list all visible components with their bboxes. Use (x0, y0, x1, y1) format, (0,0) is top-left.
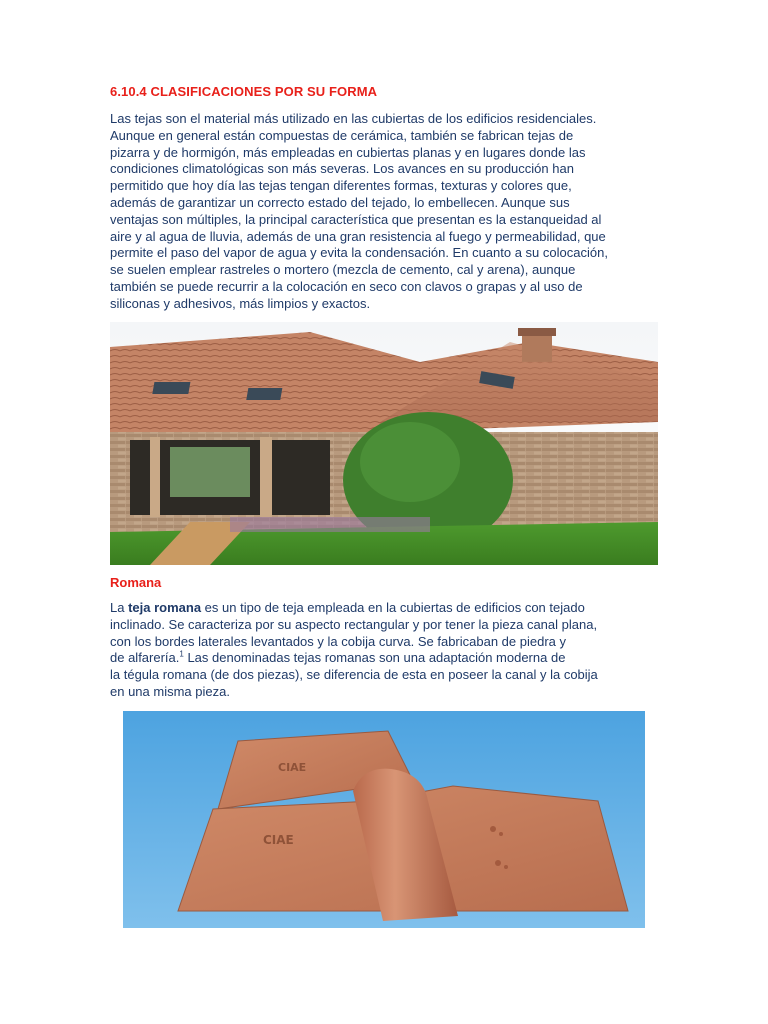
intro-line: Aunque en general están compuestas de cerámica, también se fabrican tejas de (110, 127, 574, 143)
house-roof-photo (110, 322, 658, 565)
tile-stamp-back: CIAE (278, 761, 307, 774)
romana-line-1 (110, 600, 658, 617)
intro-line: Las tejas son el material más utilizado en las cubiertas de los edificios residenciales. (110, 111, 597, 126)
romana-line-4 (110, 650, 658, 667)
intro-line: permite el paso del vapor de agua y evita la condensación. En cuanto a su colocación, (110, 245, 608, 261)
text-span: es un tipo de teja empleada en la cubiertas de edificios con tejado (201, 600, 585, 615)
intro-paragraph (110, 111, 658, 313)
text-span: La (110, 600, 129, 615)
teja-romana-bold: teja romana (128, 600, 202, 615)
intro-line: también se puede recurrir a la colocación en seco con clavos o grapas y al uso de (110, 278, 583, 294)
romana-line-6: en una misma pieza. (110, 683, 230, 699)
intro-line: aire y al agua de lluvia, además de una gran resistencia al fuego y permeabilidad, que (110, 228, 606, 244)
romana-heading: Romana (110, 575, 162, 590)
intro-line: siliconas y adhesivos, más limpios y exactos. (110, 295, 371, 311)
intro-line: se suelen emplear rastreles o mortero (mezcla de cemento, cal y arena), aunque (110, 262, 576, 278)
romana-line-3: con los bordes laterales levantados y la cobija curva. Se fabricaban de piedra y (110, 633, 566, 649)
text-span: de alfarería. (110, 650, 180, 666)
romana-paragraph (110, 600, 658, 701)
section-heading: 6.10.4 CLASIFICACIONES POR SU FORMA (110, 84, 378, 99)
tile-stamp-front: CIAE (263, 833, 294, 847)
footnote-marker: 1 (179, 650, 184, 660)
intro-line: ventajas son múltiples, la principal característica que presentan es la estanqueidad al (110, 211, 602, 227)
intro-line: pizarra y de hormigón, más empleadas en cubiertas planas y en lugares donde las (110, 144, 586, 160)
romana-line-2: inclinado. Se caracteriza por su aspecto rectangular y por tener la pieza canal plana, (110, 616, 598, 632)
roman-tile-photo (123, 711, 645, 928)
romana-line-5: la tégula romana (de dos piezas), se diferencia de esta en poseer la canal y la cobija (110, 667, 598, 683)
intro-line: además de garantizar un correcto estado del tejado, lo embellecen. Aunque sus (110, 194, 570, 210)
intro-line: condiciones climatológicas son más severas. Los avances en su producción han (110, 161, 574, 177)
text-span: Las denominadas tejas romanas son una adaptación moderna de (183, 650, 566, 666)
intro-line: permitido que hoy día las tejas tengan diferentes formas, texturas y colores que, (110, 178, 572, 194)
